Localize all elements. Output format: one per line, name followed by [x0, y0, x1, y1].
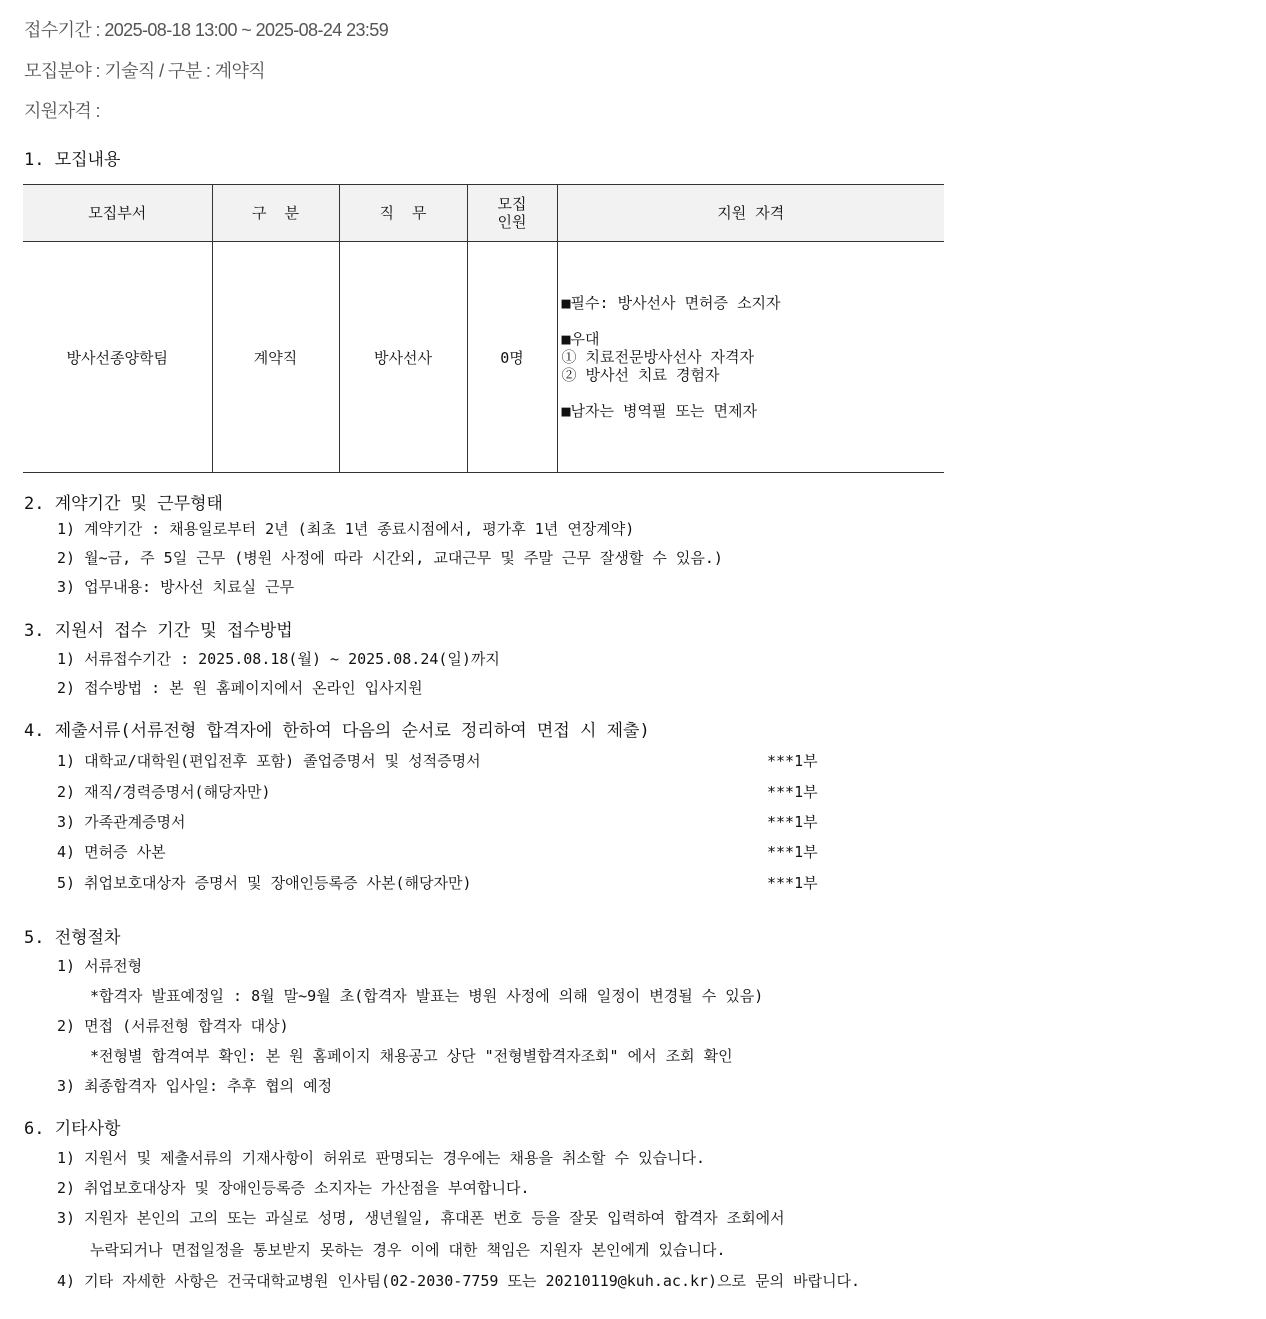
s2-item: 3) 업무내용: 방사선 치료실 근무: [57, 578, 295, 596]
section-4-heading: 4. 제출서류(서류전형 합격자에 한하여 다음의 순서로 정리하여 면접 시 제출): [24, 721, 650, 741]
document-count: ***1부: [767, 752, 818, 770]
s5-item: 1) 서류전형: [57, 957, 143, 975]
document-item: 5) 취업보호대상자 증명서 및 장애인등록증 사본(해당자만): [57, 874, 472, 892]
section-3-heading: 3. 지원서 접수 기간 및 접수방법: [24, 621, 293, 641]
section-2-heading: 2. 계약기간 및 근무형태: [24, 494, 223, 514]
header-dept: 모집부서: [23, 185, 212, 242]
recruitment-table: [23, 184, 944, 473]
cell-count: 0명: [467, 242, 557, 473]
s6-item-continued: 누락되거나 면접일정을 통보받지 못하는 경우 이에 대한 책임은 지원자 본인에게 있습니다.: [90, 1241, 726, 1259]
recruit-field: 모집분야 : 기술직 / 구분 : 계약직: [24, 61, 266, 81]
s6-item: 3) 지원자 본인의 고의 또는 과실로 성명, 생년월일, 휴대폰 번호 등을 잘못 입력하여 합격자 조회에서: [57, 1209, 785, 1227]
header-job: 직 무: [339, 185, 467, 242]
s5-note: *합격자 발표예정일 : 8월 말~9월 초(합격자 발표는 병원 사정에 의해 일정이 변경될 수 있음): [90, 987, 764, 1005]
qualification-label: 지원자격 :: [24, 101, 100, 121]
s2-item: 2) 월~금, 주 5일 근무 (병원 사정에 따라 시간외, 교대근무 및 주말 근무 잘생할 수 있음.): [57, 549, 723, 567]
header-count-line1: 모집: [497, 195, 527, 213]
section-1-heading: 1. 모집내용: [24, 150, 121, 170]
document-count: ***1부: [767, 874, 818, 892]
cell-type: 계약직: [212, 242, 339, 473]
s5-note: *전형별 합격여부 확인: 본 원 홈페이지 채용공고 상단 "전형별합격자조회" 에서 조회 확인: [90, 1047, 733, 1065]
document-count: ***1부: [767, 783, 818, 801]
document-item: 1) 대학교/대학원(편입전후 포함) 졸업증명서 및 성적증명서: [57, 752, 481, 770]
application-period: 접수기간 : 2025-08-18 13:00 ~ 2025-08-24 23:59: [24, 20, 389, 40]
document-count: ***1부: [767, 843, 818, 861]
cell-dept: 방사선종양학팀: [23, 242, 212, 473]
table-header-row: [23, 185, 944, 242]
document-count: ***1부: [767, 813, 818, 831]
qualification-preferred-2: ② 방사선 치료 경험자: [561, 366, 720, 384]
qualification-required: ■필수: 방사선사 면허증 소지자: [561, 294, 781, 312]
s6-item: 1) 지원서 및 제출서류의 기재사항이 허위로 판명되는 경우에는 채용을 취소할 수 있습니다.: [57, 1149, 706, 1167]
section-6-heading: 6. 기타사항: [24, 1119, 121, 1139]
s3-item: 1) 서류접수기간 : 2025.08.18(월) ~ 2025.08.24(일)까지: [57, 650, 500, 668]
s6-item: 2) 취업보호대상자 및 장애인등록증 소지자는 가산점을 부여합니다.: [57, 1179, 530, 1197]
qualification-military: ■남자는 병역필 또는 면제자: [561, 402, 758, 420]
qualification-preferred: ■우대: [561, 330, 600, 348]
s5-item: 3) 최종합격자 입사일: 추후 협의 예정: [57, 1077, 333, 1095]
s5-item: 2) 면접 (서류전형 합격자 대상): [57, 1017, 289, 1035]
s3-item: 2) 접수방법 : 본 원 홈페이지에서 온라인 입사지원: [57, 679, 423, 697]
cell-job: 방사선사: [339, 242, 467, 473]
cell-qualification: [557, 242, 944, 473]
section-5-heading: 5. 전형절차: [24, 928, 121, 948]
document-item: 4) 면허증 사본: [57, 843, 166, 861]
table-row: [23, 242, 944, 473]
qualification-preferred-1: ① 치료전문방사선사 자격자: [561, 348, 754, 366]
header-type: 구 분: [212, 185, 339, 242]
header-count: [467, 185, 557, 242]
header-count-line2: 인원: [497, 213, 527, 231]
s2-item: 1) 계약기간 : 채용일로부터 2년 (최초 1년 종료시점에서, 평가후 1년 연장계약): [57, 520, 635, 538]
header-qualification: 지원 자격: [557, 185, 944, 242]
document-item: 3) 가족관계증명서: [57, 813, 186, 831]
document-item: 2) 재직/경력증명서(해당자만): [57, 783, 271, 801]
s6-item: 4) 기타 자세한 사항은 건국대학교병원 인사팀(02-2030-7759 또는 20210119@kuh.ac.kr)으로 문의 바랍니다.: [57, 1272, 861, 1290]
